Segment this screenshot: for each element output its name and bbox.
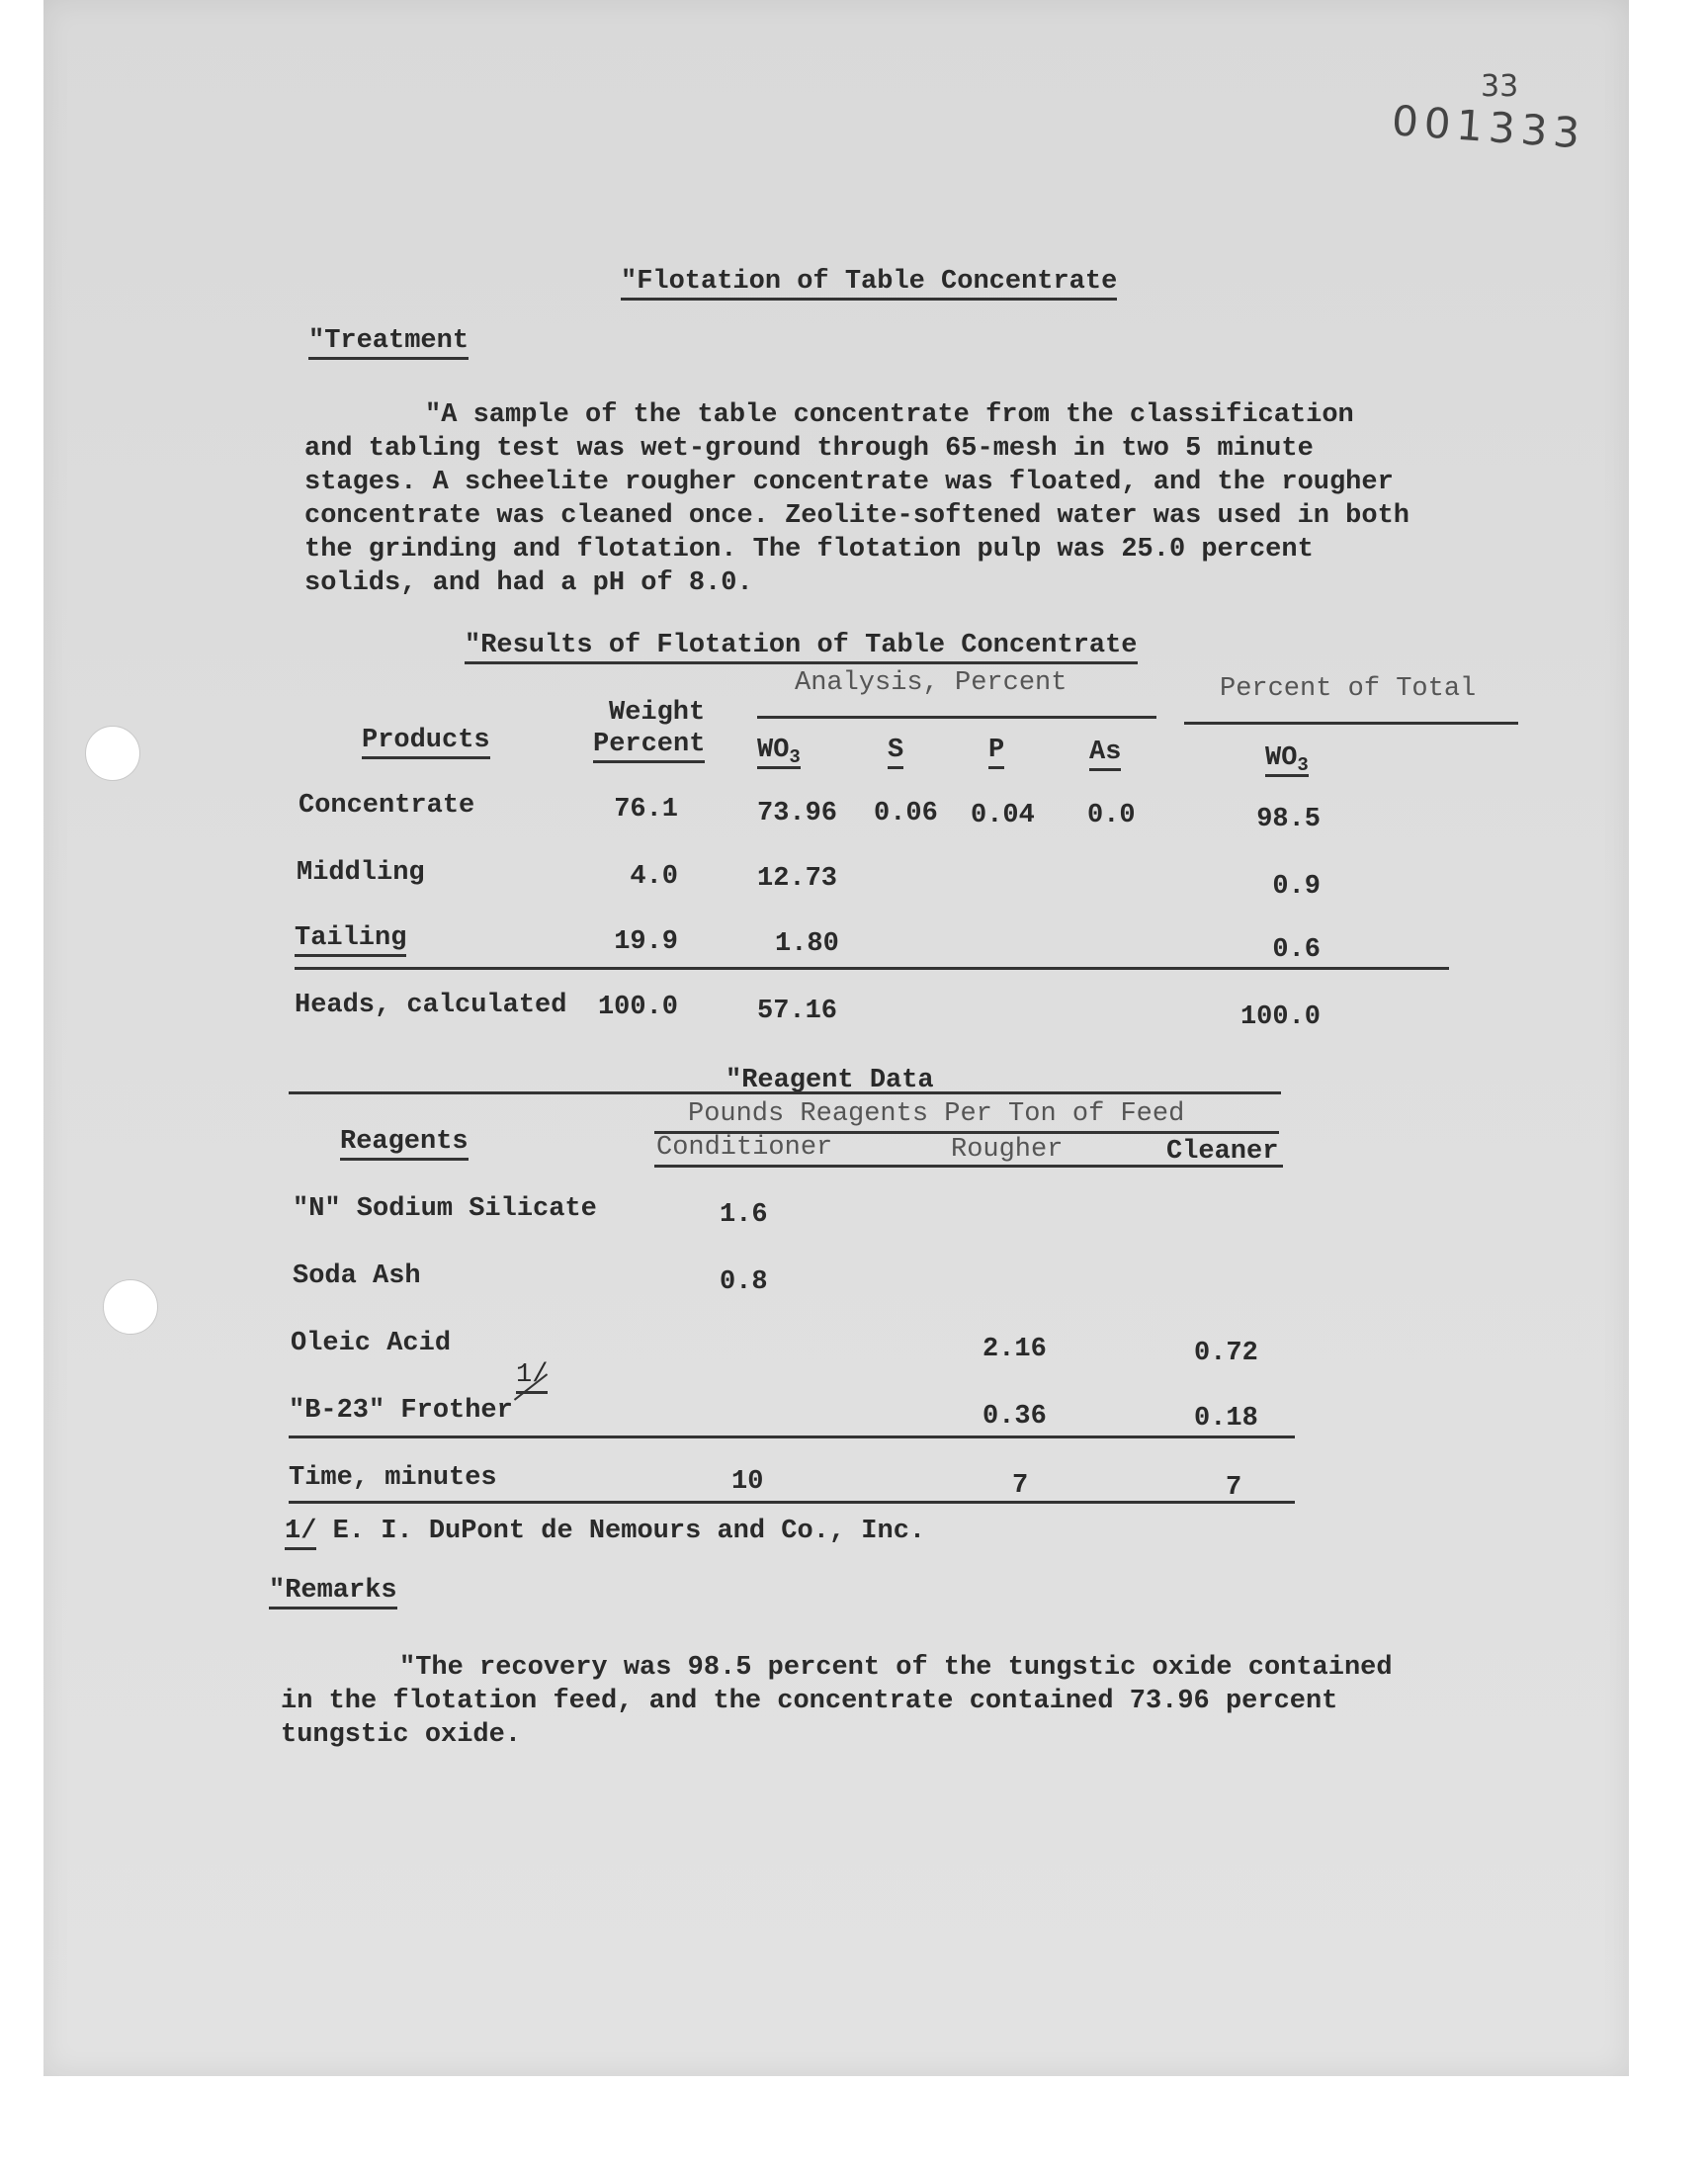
treatment-line: stages. A scheelite rougher concentrate was floated, and the rougher [304,468,1394,497]
col-p: P [988,736,1004,769]
row-total: 100.0 [1239,1002,1321,1032]
results-table-title: "Results of Flotation of Table Concentrate [465,631,1138,664]
row-s: 0.06 [874,799,938,828]
treatment-line: concentrate was cleaned once. Zeolite-softened water was used in both [304,501,1409,531]
row-weight: 4.0 [630,862,678,892]
reagent-row-name: Oleic Acid [291,1329,452,1358]
row-p: 0.04 [971,801,1035,830]
row-total: 98.5 [1256,805,1321,834]
row-total: 0.9 [1272,872,1321,902]
col-wo3: WO [757,736,790,765]
col-total-wo3-subscript: 3 [1297,754,1309,776]
reagent-row-conditioner: 1.6 [720,1200,768,1230]
remarks-line: "The recovery was 98.5 percent of the tungstic oxide contained [399,1653,1393,1683]
punch-hole [103,1279,158,1335]
reagent-bottom-rule [289,1501,1295,1504]
treatment-line: and tabling test was wet-ground through 65-mesh in two 5 minute [304,434,1314,464]
reagent-row-conditioner: 0.8 [720,1267,768,1297]
reagent-header-rule [654,1165,1283,1168]
row-product: Middling [297,858,425,888]
results-total-rule [295,967,1449,970]
col-conditioner: Conditioner [656,1133,833,1163]
remarks-line: in the flotation feed, and the concentrate contained 73.96 percent [281,1687,1338,1716]
row-wo3: 73.96 [757,799,838,828]
footnote-mark: 1/ [285,1517,316,1550]
col-reagents: Reagents [340,1127,469,1161]
treatment-line: solids, and had a pH of 8.0. [304,568,753,598]
row-wo3: 57.16 [757,997,838,1026]
row-weight: 19.9 [614,927,678,957]
stamp-page-number: 33 [1481,69,1519,104]
reagent-row-cleaner: 7 [1226,1473,1242,1503]
col-weight-line1: Weight [609,698,706,728]
col-products: Products [362,726,490,759]
treatment-paragraph [304,398,1409,600]
row-as: 0.0 [1087,801,1136,830]
analysis-group-header: Analysis, Percent [795,668,1068,698]
reagent-row-cleaner: 0.18 [1194,1404,1258,1434]
reagent-row-rougher: 0.36 [982,1402,1047,1432]
stamp-document-number: 001333 [1390,96,1587,158]
treatment-line: "A sample of the table concentrate from the classification [425,400,1354,430]
remarks-paragraph [281,1651,1393,1752]
row-wo3: 1.80 [775,929,839,959]
punch-hole [85,726,140,781]
reagent-row-rougher: 7 [1012,1471,1029,1501]
row-weight: 100.0 [597,993,678,1022]
total-group-header: Percent of Total [1220,674,1477,704]
remarks-heading: "Remarks [269,1576,397,1610]
reagent-row-name: Time, minutes [289,1463,497,1493]
col-rougher: Rougher [951,1135,1064,1165]
col-total-wo3: WO [1265,743,1298,773]
reagent-row-name: "N" Sodium Silicate [293,1194,597,1224]
reagent-row-name: "B-23" Frother [289,1396,513,1426]
reagent-row-conditioner: 10 [731,1467,764,1497]
col-weight-line2: Percent [593,730,705,763]
reagent-row-name: Soda Ash [293,1262,421,1291]
col-wo3-subscript: 3 [789,746,801,768]
col-cleaner: Cleaner [1166,1137,1279,1167]
row-wo3: 12.73 [757,864,838,894]
reagent-row-cleaner: 0.72 [1194,1339,1258,1368]
treatment-line: the grinding and flotation. The flotation pulp was 25.0 percent [304,535,1314,565]
footnote-marker: 1/ [516,1360,548,1394]
row-total: 0.6 [1272,935,1321,965]
row-product: Tailing [295,923,406,957]
row-product: Heads, calculated [295,991,567,1020]
total-group-rule [1184,722,1518,725]
row-weight: 76.1 [614,795,678,825]
row-product: Concentrate [299,791,475,821]
reagent-total-rule [289,1436,1295,1438]
remarks-line: tungstic oxide. [281,1720,522,1750]
reagent-top-rule [289,1091,1281,1094]
footnote-text: E. I. DuPont de Nemours and Co., Inc. [332,1517,926,1546]
reagent-row-rougher: 2.16 [982,1335,1047,1364]
reagent-table-title: "Reagent Data [726,1066,934,1095]
analysis-group-rule [757,716,1156,719]
col-s: S [888,736,903,769]
document-page [43,0,1629,2076]
page-title: "Flotation of Table Concentrate [621,267,1117,301]
reagent-group-header: Pounds Reagents Per Ton of Feed [688,1099,1185,1129]
treatment-heading: "Treatment [308,326,469,360]
col-as: As [1089,738,1121,771]
